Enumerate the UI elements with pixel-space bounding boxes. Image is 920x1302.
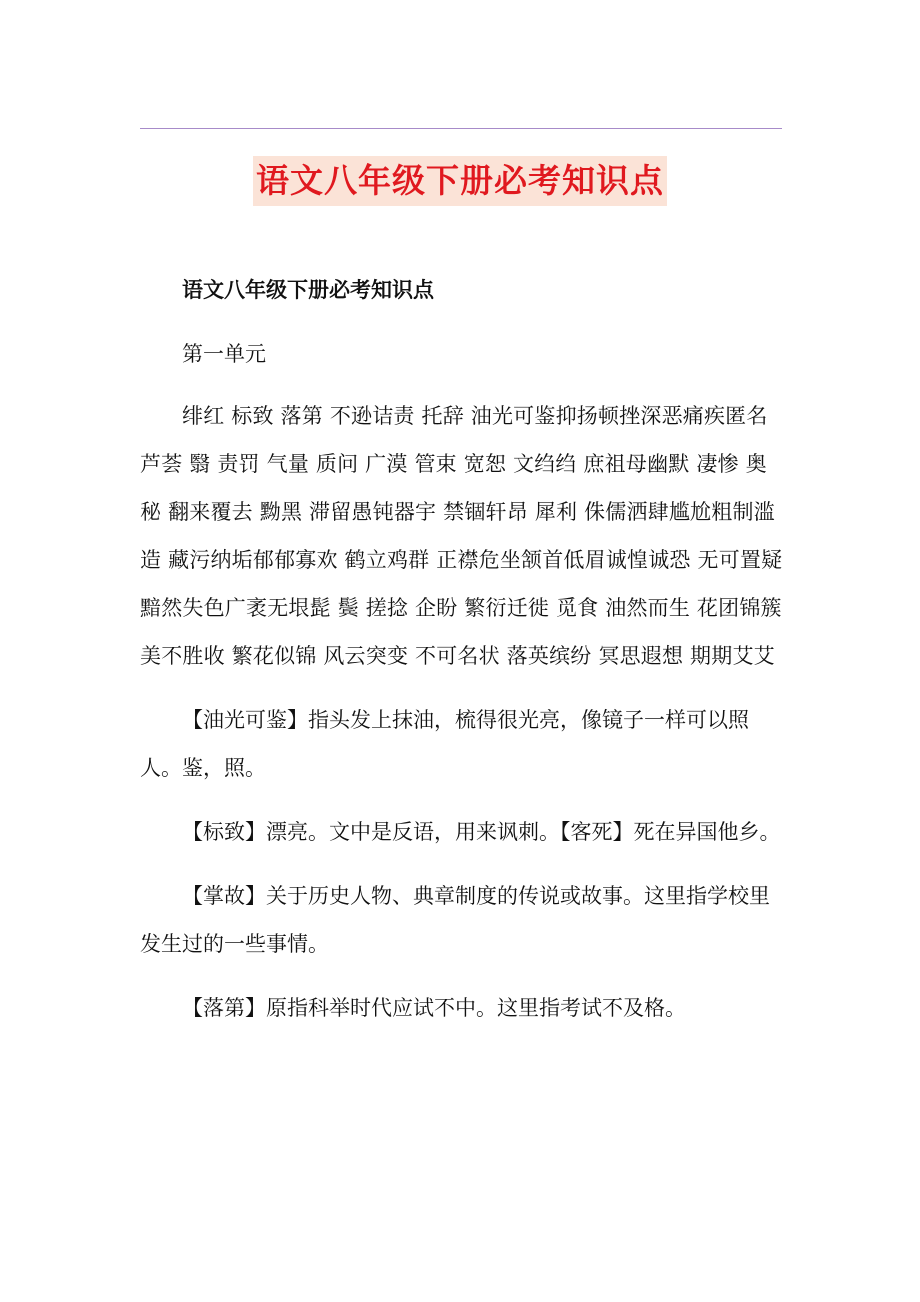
- header-rule: [140, 128, 782, 129]
- document-title: 语文八年级下册必考知识点: [253, 156, 667, 206]
- document-body: [140, 266, 785, 1048]
- definition-paragraph: 【掌故】关于历史人物、典章制度的传说或故事。这里指学校里发生过的一些事情。: [140, 884, 770, 956]
- document-subtitle: 语文八年级下册必考知识点: [182, 277, 434, 302]
- vocabulary-paragraph: 绯红 标致 落第 不逊诘责 托辞 油光可鉴抑扬顿挫深恶痛疾匿名 芦荟 翳 责罚 气量 质问 广漠 管束 宽恕 文绉绉 庶祖母幽默 凄惨 奥秘 翻来覆去 黝黑 滞留愚钝器宇 禁锢轩昂 犀利 侏儒洒肆尴尬粗制滥造 藏污纳垢郁郁寡欢 鹤立鸡群 正襟危坐颔首低眉诚惶诚恐 无可置疑 黯然失色广袤无垠髭 鬓 搓捻 企盼 繁衍迁徙 觅食 油然而生 花团锦簇 美不胜收 繁花似锦 风云突变 不可名状 落英缤纷 冥思遐想 期期艾艾: [140, 404, 783, 668]
- definition-paragraph: 【落第】原指科举时代应试不中。这里指考试不及格。: [182, 996, 686, 1020]
- definition-paragraph: 【油光可鉴】指头发上抹油，梳得很光亮，像镜子一样可以照人。鉴，照。: [140, 708, 749, 780]
- unit-heading: 第一单元: [182, 342, 266, 366]
- definition-paragraph: 【标致】漂亮。文中是反语，用来讽刺。【客死】死在异国他乡。: [182, 820, 781, 844]
- title-container: [0, 156, 920, 206]
